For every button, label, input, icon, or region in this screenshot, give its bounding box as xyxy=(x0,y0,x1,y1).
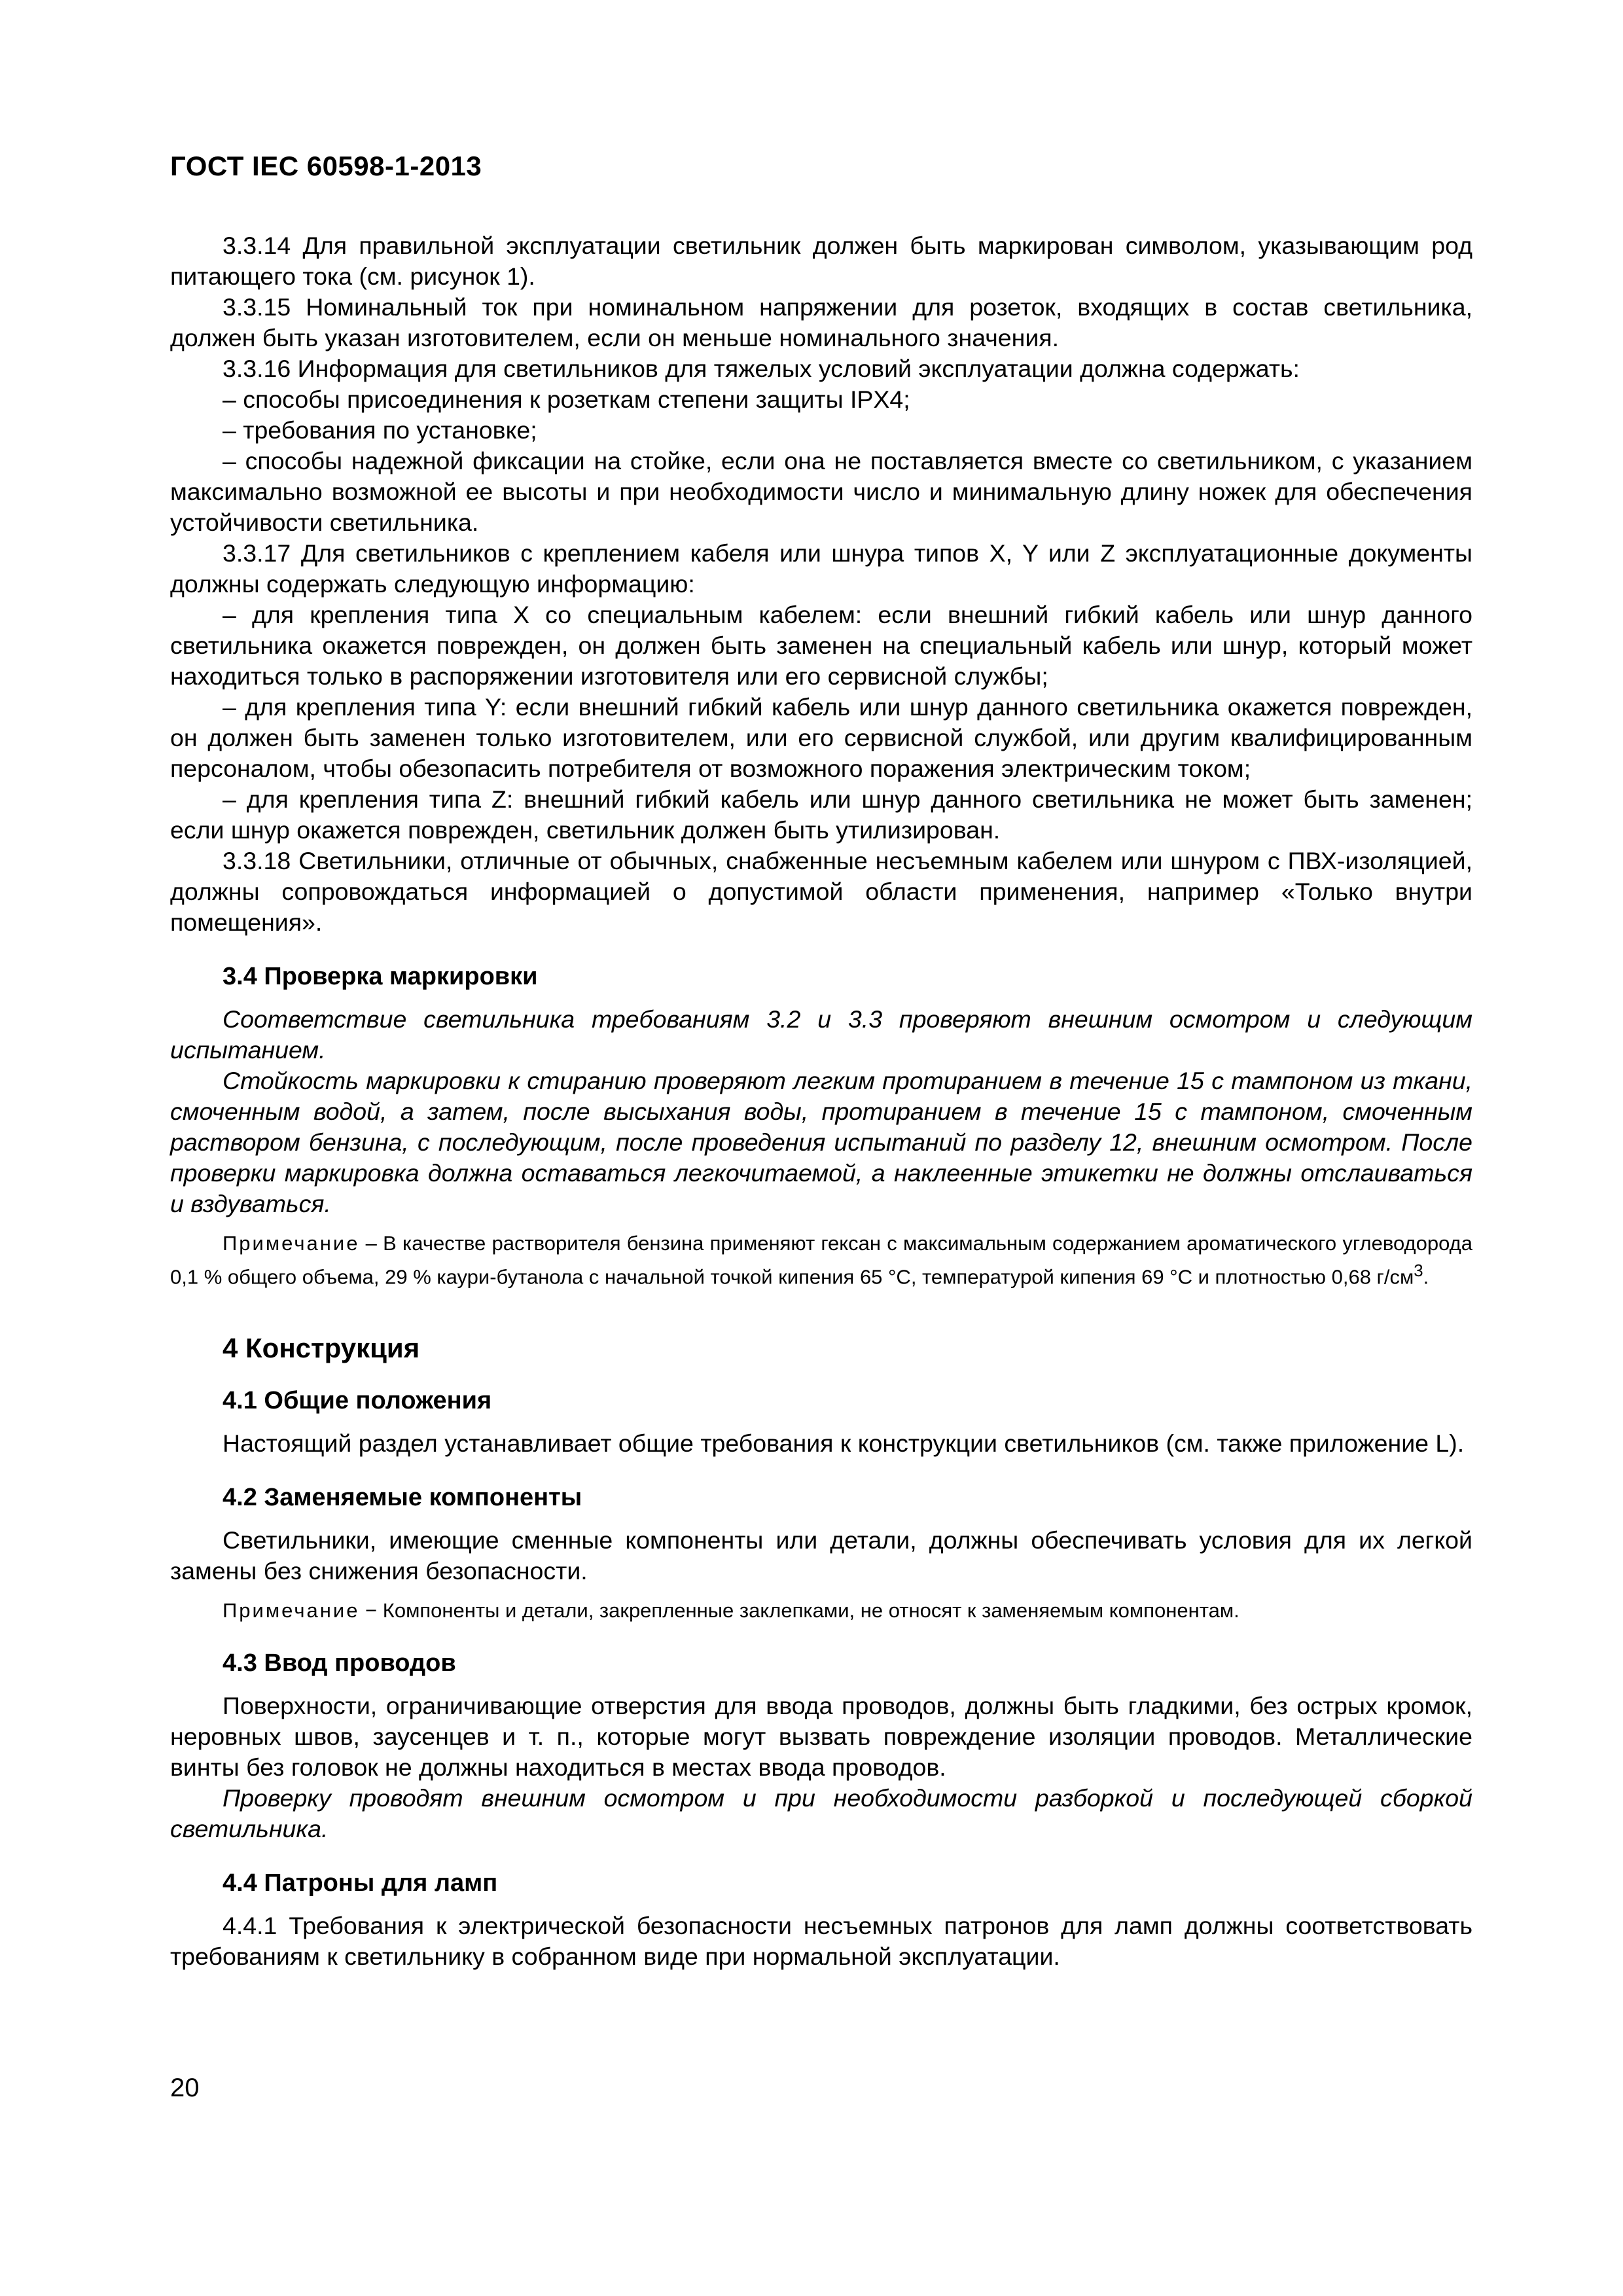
paragraph-3-3-14: 3.3.14 Для правильной эксплуатации светильник должен быть маркирован символом, указывающим род питающего тока (см. рисунок 1). xyxy=(170,232,1472,290)
paragraph-3-3-18: 3.3.18 Светильники, отличные от обычных, снабженные несъемным кабелем или шнуром с ПВХ-изоляцией, должны сопровождаться информацией о допустимой области применения, например «Только внутри помещения». xyxy=(170,847,1472,936)
paragraph-4-2: Светильники, имеющие сменные компоненты или детали, должны обеспечивать условия для их легкой замены без снижения безопасности. xyxy=(170,1526,1472,1585)
section-heading-4-3: 4.3 Ввод проводов xyxy=(223,1649,456,1677)
section-heading-3-4: 3.4 Проверка маркировки xyxy=(223,963,538,990)
paragraph-4-4-1: 4.4.1 Требования к электрической безопасности несъемных патронов для ламп должны соответствовать требованиям к светильнику в собранном виде при нормальной эксплуатации. xyxy=(170,1912,1472,1971)
list-item: – способы присоединения к розеткам степени защиты IPX4; xyxy=(223,386,910,413)
note-3-4 xyxy=(170,1230,1472,1291)
note-4-2 xyxy=(170,1597,1472,1624)
list-item: – требования по установке; xyxy=(223,416,537,444)
standard-title: ГОСТ IEC 60598-1-2013 xyxy=(170,151,482,181)
paragraph-3-3-15: 3.3.15 Номинальный ток при номинальном напряжении для розеток, входящих в состав светильника, должен быть указан изготовителем, если он меньше номинального значения. xyxy=(170,293,1472,351)
section-heading-4-2: 4.2 Заменяемые компоненты xyxy=(223,1484,582,1512)
paragraph-4-3-a: Поверхности, ограничивающие отверстия для ввода проводов, должны быть гладкими, без острых кромок, неровных швов, заусенцев и т. п., которые могут вызвать повреждение изоляции проводов. Металлические винты без головок не должны находиться в местах ввода проводов. xyxy=(170,1692,1472,1782)
list-item: – для крепления типа Y: если внешний гибкий кабель или шнур данного светильника окажется поврежден, он должен быть заменен только изготовителем, или его сервисной службой, или другим квалифицированным персоналом, чтобы обезопасить потребителя от возможного поражения электрическим током; xyxy=(170,693,1472,782)
paragraph-3-3-17: 3.3.17 Для светильников с креплением кабеля или шнура типов X, Y или Z эксплуатационные документы должны содержать следующую информацию: xyxy=(170,539,1472,598)
section-heading-4-1: 4.1 Общие положения xyxy=(223,1387,492,1415)
note-text: − Компоненты и детали, закрепленные заклепками, не относят к заменяемым компонентам. xyxy=(359,1599,1240,1623)
note-superscript: 3 xyxy=(1414,1262,1423,1280)
paragraph-4-1: Настоящий раздел устанавливает общие требования к конструкции светильников (см. также приложение L). xyxy=(223,1429,1465,1458)
note-end: . xyxy=(1423,1265,1429,1289)
list-item: – для крепления типа X со специальным кабелем: если внешний гибкий кабель или шнур данного светильника окажется поврежден, он должен быть заменен на специальный кабель или шнур, который может находиться только в распоряжении изготовителя или его сервисной службы; xyxy=(170,601,1472,690)
paragraph-3-3-16: 3.3.16 Информация для светильников для тяжелых условий эксплуатации должна содержать: xyxy=(223,355,1300,382)
paragraph-4-3-b: Проверку проводят внешним осмотром и при необходимости разборкой и последующей сборкой светильника. xyxy=(170,1784,1472,1843)
list-item: – для крепления типа Z: внешний гибкий кабель или шнур данного светильника не может быть заменен; если шнур окажется поврежден, светильник должен быть утилизирован. xyxy=(170,785,1472,844)
list-item: – способы надежной фиксации на стойке, если она не поставляется вместе со светильником, с указанием максимально возможной ее высоты и при необходимости число и минимальную длину ножек для обеспечения устойчивости светильника. xyxy=(170,447,1472,536)
paragraph-3-4-a: Соответствие светильника требованиям 3.2 и 3.3 проверяют внешним осмотром и следующим испытанием. xyxy=(170,1005,1472,1064)
page-content xyxy=(170,230,1472,1972)
paragraph-3-4-b: Стойкость маркировки к стиранию проверяют легким протиранием в течение 15 с тампоном из ткани, смоченным водой, а затем, после высыхания воды, протиранием в течение 15 с тампоном, смоченным раствором бензина, с последующим, после проведения испытаний по разделу 12, внешним осмотром. После проверки маркировка должна оставаться легкочитаемой, а наклеенные этикетки не должны отслаиваться и вздуваться. xyxy=(170,1067,1472,1217)
note-label: Примечание xyxy=(223,1599,360,1623)
section-heading-4: 4 Конструкция xyxy=(223,1333,420,1364)
note-label: Примечание xyxy=(223,1232,360,1255)
note-text: – В качестве растворителя бензина применяют гексан с максимальным содержанием ароматического углеводорода 0,1 % общего объема, 29 % каури-бутанола с начальной точкой кипения 65 °С, температурой кипения 69 °С и плотностью 0,68 г/см xyxy=(170,1232,1472,1289)
section-heading-4-4: 4.4 Патроны для ламп xyxy=(223,1869,498,1897)
page-number: 20 xyxy=(170,2073,200,2102)
